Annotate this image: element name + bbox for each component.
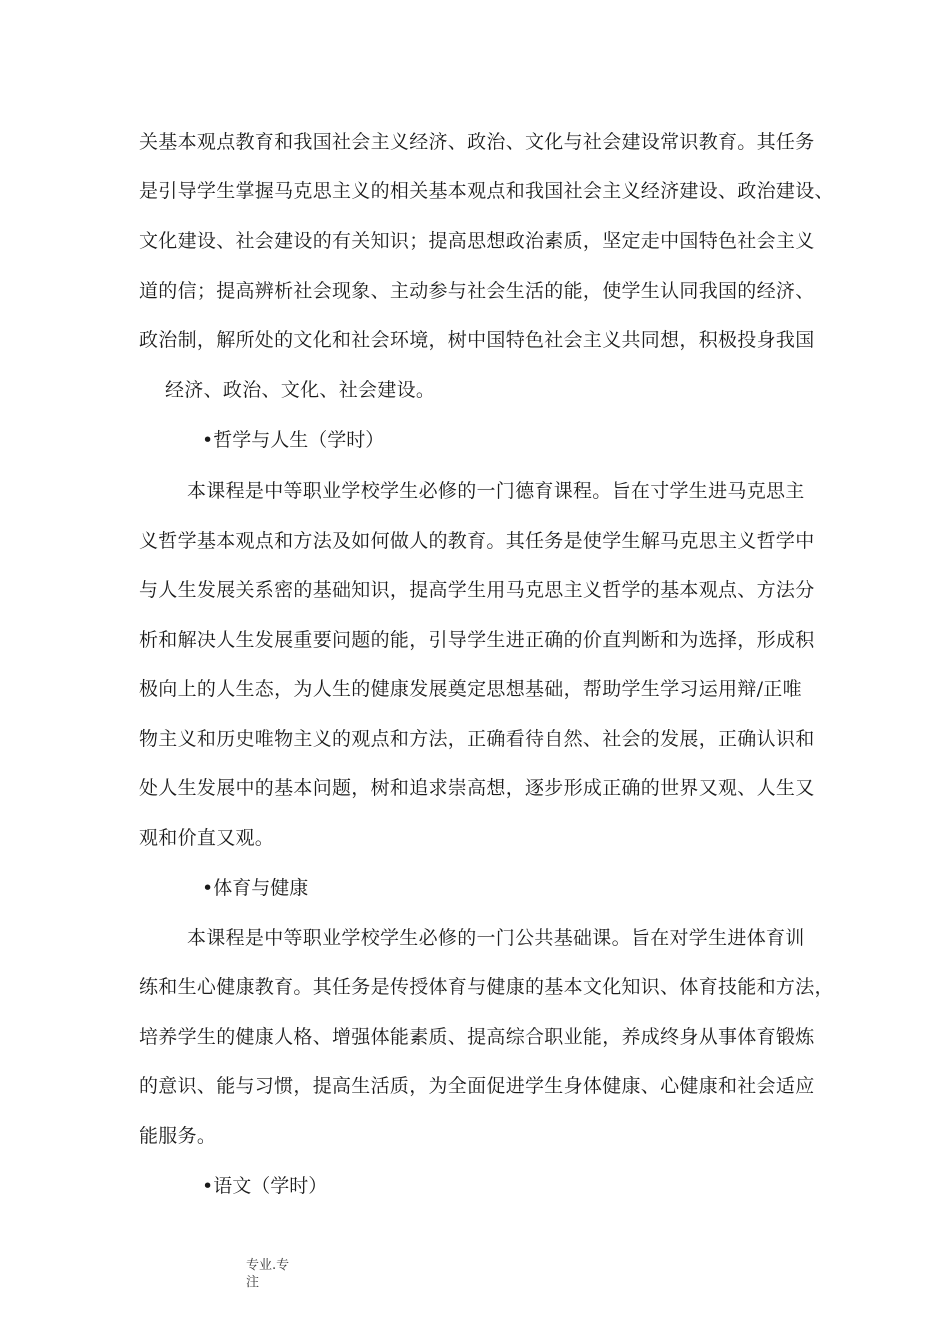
text-line: 观和价直又观。 xyxy=(139,827,275,849)
text-line: 义哲学基本观点和方法及如何做人的教育。其任务是使学生解马克思主义哲学中 xyxy=(139,530,815,552)
text-line: 物主义和历史唯物主义的观点和方法，正确看待自然、社会的发展，正确认识和 xyxy=(139,728,815,750)
text-line: 析和解决人生发展重要问题的能，引导学生进正确的价直判断和为选择，形成积 xyxy=(139,629,815,651)
text-line: 经济、政治、文化、社会建设。 xyxy=(165,379,436,401)
section-heading-chinese: •语文（学时） xyxy=(202,1175,328,1197)
section-heading-pe-health: •体育与健康 xyxy=(202,877,309,899)
text-line: 处人生发展中的基本问题，树和追求崇高想，逐步形成正确的世界又观、人生又 xyxy=(139,777,815,799)
text-line: 培养学生的健康人格、增强体能素质、提高综合职业能，养成终身从事体育锻炼 xyxy=(139,1026,815,1048)
text-line: 能服务。 xyxy=(139,1125,217,1147)
text-line: 道的信；提高辨析社会现象、主动参与社会生活的能，使学生认同我国的经济、 xyxy=(139,280,815,302)
text-line: 本课程是中等职业学校学生必修的一门公共基础课。旨在对学生进体育训 xyxy=(187,927,805,949)
text-line: 练和生心健康教育。其任务是传授体育与健康的基本文化知识、体育技能和方法， xyxy=(139,976,834,998)
text-line: 与人生发展关系密的基础知识，提高学生用马克思主义哲学的基本观点、方法分 xyxy=(139,579,815,601)
text-line: 的意识、能与习惯，提高生活质，为全面促进学生身体健康、心健康和社会适应 xyxy=(139,1075,815,1097)
footer-line: 专业.专 xyxy=(246,1258,290,1273)
text-line: 文化建设、社会建设的有关知识；提高思想政治素质，坚定走中国特色社会主义 xyxy=(139,230,815,252)
section-heading-philosophy: •哲学与人生（学时） xyxy=(202,429,385,451)
text-line: 本课程是中等职业学校学生必修的一门德育课程。旨在寸学生进马克思主 xyxy=(187,480,805,502)
text-line: 是引导学生掌握马克思主义的相关基本观点和我国社会主义经济建设、政治建设、 xyxy=(139,180,834,202)
text-line: 极向上的人生态，为人生的健康发展奠定思想基础，帮助学生学习运用辩/正唯 xyxy=(139,678,802,700)
text-line: 政治制，解所处的文化和社会环境，树中国特色社会主义共同想，积极投身我国 xyxy=(139,329,815,351)
text-line: 关基本观点教育和我国社会主义经济、政治、文化与社会建设常识教育。其任务 xyxy=(139,131,815,153)
footer-line: 注 xyxy=(246,1275,260,1290)
